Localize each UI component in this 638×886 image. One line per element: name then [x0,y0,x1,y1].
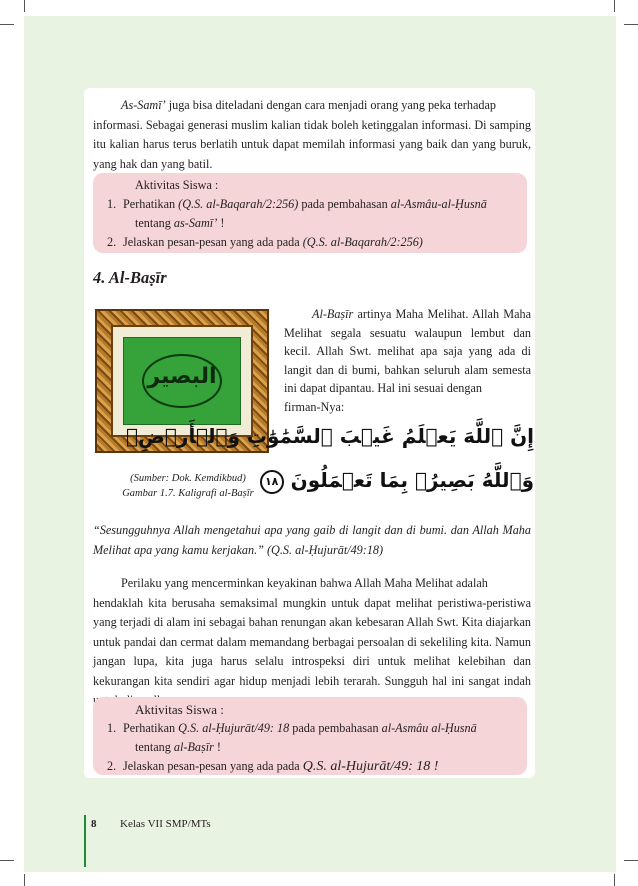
item-text: ! [216,740,221,754]
arabic-verse-line-2 [264,468,534,494]
activity-2-item-1-continued [93,738,527,757]
crop-mark [624,860,638,861]
item-text: Perhatikan [123,197,176,211]
behavior-first-line: Perilaku yang mencerminkan keyakinan bahwa Allah Maha Melihat adalah [121,576,488,590]
basir-line: langit dan di bumi, bahkan seluruh alam semesta [284,362,531,377]
asma-name: al-Baṣīr [173,740,214,754]
item-text: ! [220,216,225,230]
crop-mark [0,24,14,25]
asma-name: as-Samī’ [173,216,218,230]
item-number: 2. [107,759,117,773]
activity-1-item-1-continued [93,214,527,233]
verse-translation: “Sesungguhnya Allah mengetahui apa yang gaib di langit dan di bumi. dan Allah Maha Melihat apa yang kamu kerjakan.” (Q.S. al-Ḥujurāt/49:18) [93,523,531,557]
section-heading: 4. Al-Baṣīr [93,268,167,287]
behavior-paragraph [93,574,531,711]
footer-accent-bar [84,815,86,867]
crop-mark [624,24,638,25]
crop-mark [614,874,615,886]
image-caption-source: (Sumber: Dok. Kemdikbud) [130,473,246,484]
crop-mark [0,860,14,861]
basir-line: firman-Nya: [284,399,345,414]
intro-line1: juga bisa diteladani dengan cara menjadi orang yang peka terhadap [168,98,496,112]
item-text: pada pembahasan [292,721,379,735]
activity-box-1 [93,173,527,253]
item-text: Perhatikan [123,721,176,735]
crop-mark [24,874,25,886]
intro-rest: informasi. Sebagai generasi muslim kalian tidak boleh ketinggalan informasi. Di samping itu kalian harus terus berlatih untuk dapat memilah informasi yang baik dan yang buruk, yang hak dan yang batil. [93,117,531,171]
basir-line: Melihat segala sesuatu walaupun lembut dan [284,325,531,340]
item-number: 1. [107,721,117,735]
topic-name: al-Asmâu al-Ḥusnā [381,721,477,735]
topic-name: al-Asmâu-al-Ḥusnā [390,197,487,211]
verse-reference: (Q.S. al-Baqarah/2:256) [302,235,423,249]
activity-1-item-1 [93,195,527,214]
behavior-rest: hendaklah kita berusaha semaksimal mungkin untuk dapat melihat peristiwa-peristiwa yang terjadi di alam ini sebagai bahan renungan akan kebesaran Allah Swt. Kita diajarkan untuk pandai dan cermat dalam memandang berbagai persoalan di sekeliling kita. Namun jangan lupa, kita juga harus selalu introspeksi diri untuk melihat kelebihan dan kekurangan kita sendiri agar hidup menjadi lebih terarah. Sungguh hal ini sangat indah [93,595,531,688]
basir-line: ini dapat dipantau. Hal ini sesuai dengan [284,381,482,395]
book-label: Kelas VII SMP/MTs [120,818,211,830]
item-text: Jelaskan pesan-pesan yang ada pada [123,235,300,249]
basir-line: artinya Maha Melihat. Allah Maha [357,307,531,321]
verse-reference: Q.S. al-Ḥujurāt/49: 18 [178,721,290,735]
activity-title-2: Aktivitas Siswa : [135,702,224,717]
verse-reference: (Q.S. al-Baqarah/2:256) [178,197,299,211]
calligraphy-text: البصير [147,364,217,389]
intro-lead-name: As-Samī’ [121,98,166,112]
activity-1-item-2 [93,233,527,252]
item-text: tentang [135,740,171,754]
verse-reference: Q.S. al-Ḥujurāt/49: 18 ! [302,759,439,774]
arabic-verse-line-1: إِنَّ ٱللَّهَ يَعۡلَمُ غَيۡبَ ٱلسَّمَٰوَٰتِ وَٱلۡأَرۡضِۚ [126,424,534,448]
basir-paragraph [284,305,531,416]
basir-lead-name: Al-Baṣīr [312,307,354,321]
item-number: 1. [107,197,117,211]
item-text: Jelaskan pesan-pesan yang ada pada [123,759,300,773]
frame-mat [111,325,253,437]
crop-mark [24,0,25,12]
activity-2-item-2 [93,757,527,776]
activity-title-1: Aktivitas Siswa : [135,178,219,192]
item-text: pada pembahasan [301,197,388,211]
item-number: 2. [107,235,117,249]
calligraphy-panel [123,337,241,425]
activity-2-item-1 [93,719,527,738]
activity-box-2 [93,697,527,775]
ayah-number-badge: ١٨ [260,470,284,494]
intro-paragraph [93,96,531,174]
image-caption-title: Gambar 1.7. Kaligrafi al-Baṣīr [122,488,254,499]
basir-line: kecil. Allah Swt. melihat apa saja yang ada di [284,344,531,358]
item-text: tentang [135,216,171,230]
crop-mark [614,0,615,12]
page-number: 8 [91,818,97,830]
arabic-verse-text: وَٱللَّهُ بَصِيرُۢ بِمَا تَعۡمَلُونَ [290,468,534,492]
